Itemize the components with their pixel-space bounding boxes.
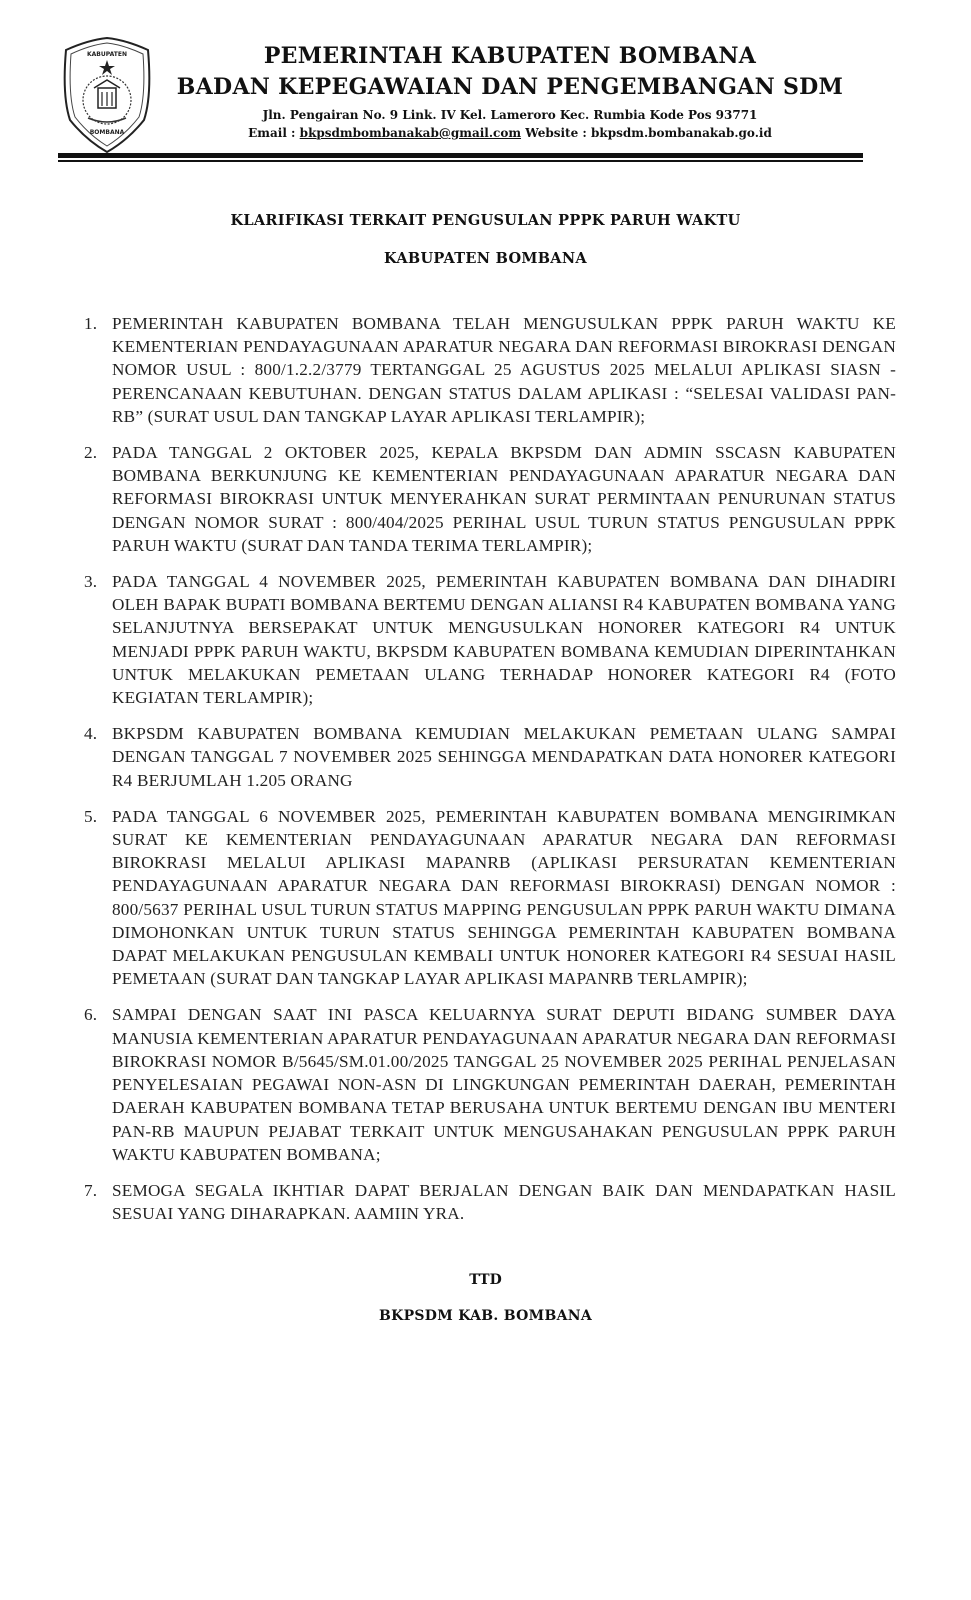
document-subtitle: KABUPATEN BOMBANA [384, 250, 587, 267]
list-item [78, 441, 896, 557]
item-text: SEMOGA SEGALA IKHTIAR DAPAT BERJALAN DENGAN BAIK DAN MENDAPATKAN HASIL SESUAI YANG DIHARAPKAN. AAMIIN YRA. [112, 1180, 896, 1224]
letterhead-contact [150, 124, 870, 142]
item-number: 7. [84, 1180, 98, 1200]
website-label: Website : [521, 126, 591, 140]
letterhead-divider-thick [58, 153, 863, 158]
item-text: BKPSDM KABUPATEN BOMBANA KEMUDIAN MELAKUKAN PEMETAAN ULANG SAMPAI DENGAN TANGGAL 7 NOVEMBER 2025 SEHINGGA MENDAPATKAN DATA HONORER KATEGORI R4 BERJUMLAH 1.205 ORANG [112, 724, 896, 790]
letterhead-address: Jln. Pengairan No. 9 Link. IV Kel. Lameroro Kec. Rumbia Kode Pos 93771 [262, 108, 758, 122]
clarification-list [78, 312, 896, 1238]
item-text: SAMPAI DENGAN SAAT INI PASCA KELUARNYA SURAT DEPUTI BIDANG SUMBER DAYA MANUSIA KEMENTERIAN APARATUR PENDAYAGUNAAN APARATUR NEGARA DAN REFORMASI BIROKRASI NOMOR B/5645/SM.01.00/2025 TANGGAL 25 NOVEMBER 2025 PERIHAL PENJELASAN PENYELESAIAN PEGAWAI NON-ASN DI LINGKUNGAN PEMERINTAH DAERAH, PEMERINTAH DAERAH KABUPATEN BOMBANA TETAP BERUSAHA UNTUK BERTEMU DENGAN IBU MENTERI PAN-RB MAUPUN PEJABAT TERKAIT UNTUK MENGUSAHAKAN PENGUSULAN PPPK PARUH WAKTU KABUPATEN BOMBANA; [112, 1005, 896, 1164]
logo-top-label: KABUPATEN [87, 51, 127, 58]
letterhead-agency-name: BADAN KEPEGAWAIAN DAN PENGEMBANGAN SDM [176, 74, 844, 100]
letterhead-government-name: PEMERINTAH KABUPATEN BOMBANA [263, 43, 757, 69]
signature-ttd: TTD [469, 1272, 502, 1288]
item-text: PADA TANGGAL 6 NOVEMBER 2025, PEMERINTAH KABUPATEN BOMBANA MENGIRIMKAN SURAT KE KEMENTERIAN PENDAYAGUNAAN APARATUR NEGARA DAN REFORMASI BIROKRASI MELALUI APLIKASI MAPANRB (APLIKASI PERSURATAN KEMENTERIAN PENDAYAGUNAAN APARATUR NEGARA DAN REFORMASI BIROKRASI) DENGAN NOMOR : 800/5637 PERIHAL USUL TURUN STATUS MAPPING PENGUSULAN PPPK PARUH WAKTU DIMANA DIMOHONKAN UNTUK TURUN STATUS SEHINGGA PEMERINTAH KABUPATEN BOMBANA DAPAT MELAKUKAN PENGUSULAN KEMBALI UNTUK HONORER KATEGORI R4 SESUAI HASIL PEMETAAN (SURAT DAN TANGKAP LAYAR APLIKASI MAPANRB TERLAMPIR); [112, 806, 896, 989]
item-number: 2. [84, 443, 98, 463]
website-link[interactable]: bkpsdm.bombanakab.go.id [591, 126, 772, 140]
email-label: Email : [248, 126, 300, 140]
logo-bottom-label: BOMBANA [89, 129, 125, 136]
list-item [78, 1003, 896, 1165]
email-link[interactable]: bkpsdmbombanakab@gmail.com [299, 126, 522, 140]
bombana-emblem-icon [58, 36, 156, 154]
signature-name: BKPSDM KAB. BOMBANA [378, 1308, 593, 1324]
item-text: PADA TANGGAL 2 OKTOBER 2025, KEPALA BKPSDM DAN ADMIN SSCASN KABUPATEN BOMBANA BERKUNJUNG KE KEMENTERIAN PENDAYAGUNAAN APARATUR NEGARA DAN REFORMASI BIROKRASI UNTUK MENYERAHKAN SURAT PERMINTAAN PENURUNAN STATUS DENGAN NOMOR SURAT : 800/404/2025 PERIHAL USUL TURUN STATUS PENGUSULAN PPPK PARUH WAKTU (SURAT DAN TANDA TERIMA TERLAMPIR); [112, 443, 896, 555]
list-item [78, 570, 896, 709]
letterhead [150, 42, 870, 142]
item-number: 5. [84, 806, 98, 826]
letterhead-divider-thin [58, 160, 863, 162]
item-text: PEMERINTAH KABUPATEN BOMBANA TELAH MENGUSULKAN PPPK PARUH WAKTU KE KEMENTERIAN PENDAYAGUNAAN APARATUR NEGARA DAN REFORMASI BIROKRASI DENGAN NOMOR USUL : 800/1.2.2/3779 TERTANGGAL 25 AGUSTUS 2025 MELALUI APLIKASI SIASN - PERENCANAAN KEBUTUHAN. DENGAN STATUS DALAM APLIKASI : “SELESAI VALIDASI PAN-RB” (SURAT USUL DAN TANGKAP LAYAR APLIKASI TERLAMPIR); [112, 314, 896, 426]
item-text: PADA TANGGAL 4 NOVEMBER 2025, PEMERINTAH KABUPATEN BOMBANA DAN DIHADIRI OLEH BAPAK BUPATI BOMBANA BERTEMU DENGAN ALIANSI R4 KABUPATEN BOMBANA YANG SELANJUTNYA BERSEPAKAT UNTUK MENGUSULKAN HONORER KATEGORI R4 UNTUK MENJADI PPPK PARUH WAKTU, BKPSDM KABUPATEN BOMBANA KEMUDIAN DIPERINTAHKAN UNTUK MELAKUKAN PEMETAAN ULANG TERHADAP HONORER KATEGORI R4 (FOTO KEGIATAN TERLAMPIR); [112, 572, 896, 708]
list-item [78, 312, 896, 428]
list-item [78, 722, 896, 792]
list-item [78, 1179, 896, 1225]
item-number: 4. [84, 724, 98, 744]
item-number: 6. [84, 1005, 98, 1025]
document-title: KLARIFIKASI TERKAIT PENGUSULAN PPPK PARUH WAKTU [230, 212, 741, 229]
item-number: 3. [84, 572, 98, 592]
item-number: 1. [84, 314, 98, 333]
list-item [78, 805, 896, 991]
